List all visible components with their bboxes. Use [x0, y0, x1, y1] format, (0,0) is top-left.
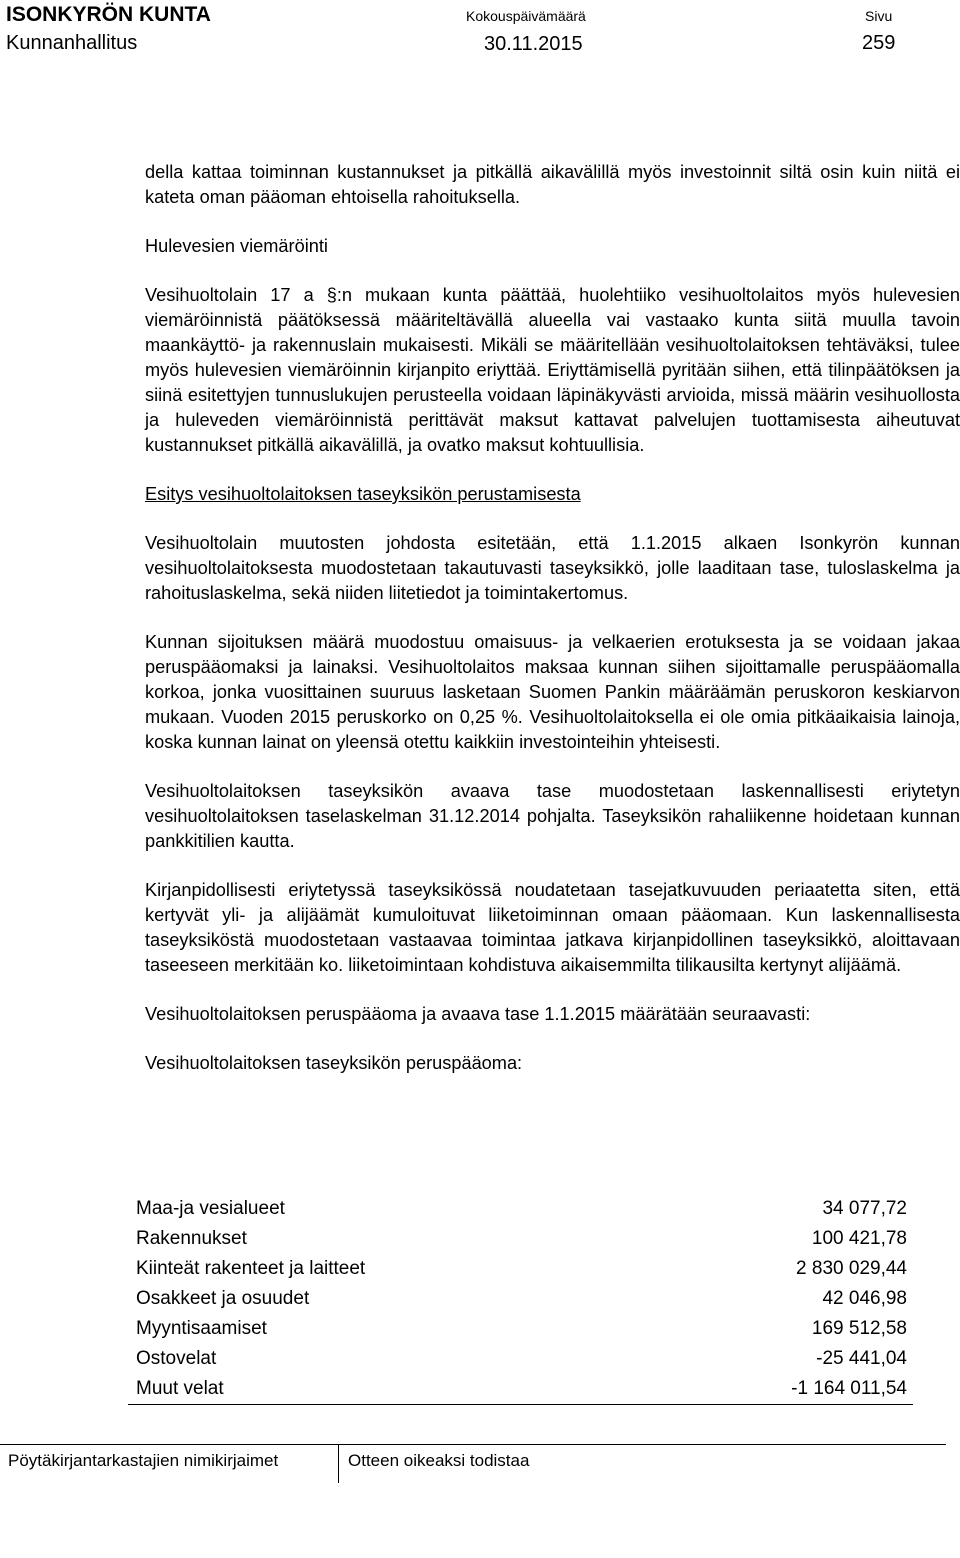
footer-certified-label: Otteen oikeaksi todistaa — [348, 1451, 530, 1470]
row-label: Rakennukset — [136, 1228, 247, 1249]
paragraph-kirjanpito: Kirjanpidollisesti eriytetyssä taseyksikössä noudatetaan tasejatkuvuuden periaatetta siten, että kertyvät yli- ja alijäämät kumuloituvat liiketoiminnan omaan pääomaan. Kun laskennallisesta taseyksiköstä muodostetaan vastaavaa toimintaa jatkava kirjanpidollinen taseyksikkö, aloittavaan taseeseen merkitään ko. liiketoimintaan kohdistuva aikaisemmilta tilikausilta kertynyt alijäämä. — [145, 880, 960, 975]
footer-signatures-label: Pöytäkirjantarkastajien nimikirjaimet — [8, 1451, 279, 1470]
page-number-label: Sivu — [865, 8, 893, 24]
row-value: -25 441,04 — [816, 1348, 907, 1369]
section-heading-hulevesien: Hulevesien viemäröinti — [145, 236, 328, 256]
row-label: Maa-ja vesialueet — [136, 1198, 285, 1219]
paragraph-avaava-tase: Vesihuoltolaitoksen taseyksikön avaava tase muodostetaan laskennallisesti eriytetyn vesihuoltolaitoksen taselaskelman 31.12.2014 pohjalta. Taseyksikön rahaliikenne hoidetaan kunnan pankkitilien kautta. — [145, 781, 960, 851]
row-label: Muut velat — [136, 1378, 224, 1399]
row-label: Osakkeet ja osuudet — [136, 1288, 310, 1309]
organization-name: ISONKYRÖN KUNTA — [6, 3, 211, 26]
row-label: Ostovelat — [136, 1348, 217, 1369]
row-value: 34 077,72 — [822, 1198, 907, 1219]
row-value: 100 421,78 — [811, 1228, 907, 1249]
row-label: Myyntisaamiset — [136, 1318, 267, 1339]
signature-footer — [0, 1444, 946, 1483]
row-label: Kiinteät rakenteet ja laitteet — [136, 1258, 366, 1279]
section-heading-esitys: Esitys vesihuoltolaitoksen taseyksikön perustamisesta — [145, 484, 581, 504]
page-header — [0, 0, 960, 60]
capital-table — [128, 1194, 913, 1405]
table-row — [128, 1194, 913, 1224]
document-body — [145, 160, 960, 1076]
footer-cell-signatures — [0, 1445, 339, 1483]
paragraph-esitys: Vesihuoltolain muutosten johdosta esitetään, että 1.1.2015 alkaen Isonkyrön kunnan vesihuoltolaitoksesta muodostetaan takautuvasti taseyksikkö, jolle laaditaan tase, tuloslaskelma ja rahoituslaskelma, sekä niiden liitetiedot ja toimintakertomus. — [145, 533, 960, 603]
table-row — [128, 1314, 913, 1344]
row-value: 42 046,98 — [822, 1288, 907, 1309]
board-name: Kunnanhallitus — [6, 32, 138, 54]
meeting-date-label: Kokouspäivämäärä — [466, 8, 586, 24]
table-row — [128, 1254, 913, 1284]
row-value: 2 830 029,44 — [796, 1258, 907, 1279]
paragraph-sijoitus: Kunnan sijoituksen määrä muodostuu omaisuus- ja velkaerien erotuksesta ja se voidaan jakaa peruspääomaksi ja lainaksi. Vesihuoltolaitos maksaa kunnan siihen sijoittamalle peruspääomalla korkoa, jonka vuosittainen suuruus lasketaan Suomen Pankin määräämän peruskoron keskiarvon mukaan. Vuoden 2015 peruskorko on 0,25 %. Vesihuoltolaitoksella ei ole omia pitkäaikaisia lainoja, koska kunnan lainat on yleensä otettu kaikkiin investointeihin yhteisesti. — [145, 632, 960, 752]
row-value: 169 512,58 — [811, 1318, 907, 1339]
paragraph-maarays: Vesihuoltolaitoksen peruspääoma ja avaava tase 1.1.2015 määrätään seuraavasti: — [145, 1004, 811, 1024]
paragraph-peruspaaoma-title: Vesihuoltolaitoksen taseyksikön peruspääoma: — [145, 1053, 523, 1073]
row-value: -1 164 011,54 — [791, 1378, 907, 1399]
meeting-date: 30.11.2015 — [484, 33, 583, 55]
paragraph-continuation: della kattaa toiminnan kustannukset ja pitkällä aikavälillä myös investoinnit siltä osin kuin niitä ei kateta oman pääoman ehtoisella rahoituksella. — [145, 162, 960, 207]
table-row — [128, 1284, 913, 1314]
paragraph-vesihuoltolaki: Vesihuoltolain 17 a §:n mukaan kunta päättää, huolehtiiko vesihuoltolaitos myös hulevesien viemäröinnistä päätöksessä määriteltävällä alueella vai vastaako kunta siitä muulla tavoin maankäyttö- ja rakennuslain mukaisesti. Mikäli se määritellään vesihuoltolaitoksen tehtäväksi, tulee myös hulevesien viemäröinnin kirjanpito eriyttää. Eriyttämisellä pyritään siihen, että tilinpäätöksen ja siinä esitettyjen tunnuslukujen perusteella voidaan läpinäkyvästi arvioida, missä määrin vesihuollosta ja huleveden viemäröinnistä perittävät maksut kattavat palvelujen tuottamisesta aiheutuvat kustannukset pitkällä aikavälillä, ja ovatko maksut kohtuullisia. — [145, 285, 960, 455]
table-row — [128, 1344, 913, 1374]
page-number: 259 — [862, 32, 896, 54]
table-row — [128, 1374, 913, 1404]
table-row — [128, 1224, 913, 1254]
